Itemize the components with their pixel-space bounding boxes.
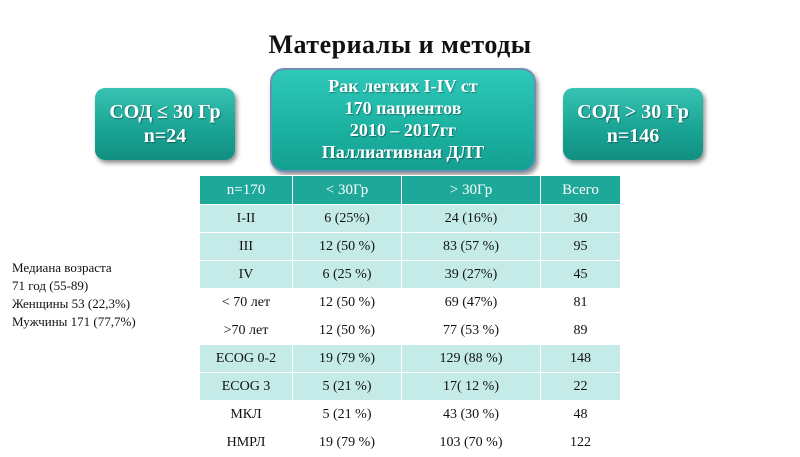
col-header-group: n=170 — [200, 176, 293, 205]
table-cell: 95 — [541, 233, 621, 261]
patients-table — [199, 175, 621, 457]
table-cell: ECOG 0-2 — [200, 345, 293, 373]
period-line: 2010 – 2017гг — [349, 120, 457, 140]
table-cell: 5 (21 %) — [293, 401, 402, 429]
table-cell: 12 (50 %) — [293, 289, 402, 317]
table-cell: 39 (27%) — [402, 261, 541, 289]
table-cell: IV — [200, 261, 293, 289]
table-header-row — [200, 176, 621, 205]
table-cell: 22 — [541, 373, 621, 401]
table-cell: 19 (79 %) — [293, 429, 402, 457]
slide-title: Материалы и методы — [268, 30, 532, 59]
table-cell: 5 (21 %) — [293, 373, 402, 401]
table-row — [200, 345, 621, 373]
table-cell: 6 (25%) — [293, 205, 402, 233]
table-cell: I-II — [200, 205, 293, 233]
table-cell: 81 — [541, 289, 621, 317]
table-cell: 6 (25 %) — [293, 261, 402, 289]
diagnosis-line: Рак легких I-IV ст — [328, 76, 478, 97]
study-summary-box — [270, 68, 536, 172]
table-cell: 45 — [541, 261, 621, 289]
table-cell: 69 (47%) — [402, 289, 541, 317]
table-row — [200, 289, 621, 317]
table-cell: НМРЛ — [200, 429, 293, 457]
table-cell: 48 — [541, 401, 621, 429]
table-row — [200, 429, 621, 457]
col-header-total: Всего — [541, 176, 621, 205]
table-cell: 12 (50 %) — [293, 317, 402, 345]
demographics-summary — [12, 259, 136, 331]
table-cell: 83 (57 %) — [402, 233, 541, 261]
table-cell: 148 — [541, 345, 621, 373]
dose-low-label: СОД ≤ 30 Гр — [109, 100, 221, 123]
median-age-value: 71 год (55-89) — [12, 278, 89, 293]
table-cell: < 70 лет — [200, 289, 293, 317]
table-cell: 43 (30 %) — [402, 401, 541, 429]
dose-low-count: n=24 — [143, 125, 187, 147]
table-cell: 77 (53 %) — [402, 317, 541, 345]
dose-low-box — [95, 88, 235, 160]
table-cell: 24 (16%) — [402, 205, 541, 233]
table-row — [200, 261, 621, 289]
table-cell: 89 — [541, 317, 621, 345]
table-row — [200, 373, 621, 401]
dose-high-label: СОД > 30 Гр — [577, 100, 689, 123]
col-header-high-dose: > 30Гр — [402, 176, 541, 205]
table-row — [200, 233, 621, 261]
table-cell: III — [200, 233, 293, 261]
women-count: Женщины 53 (22,3%) — [12, 296, 131, 311]
patients-line: 170 пациентов — [344, 98, 462, 119]
dose-high-box — [563, 88, 703, 160]
men-count: Мужчины 171 (77,7%) — [12, 314, 136, 329]
table-cell: >70 лет — [200, 317, 293, 345]
dose-high-count: n=146 — [606, 125, 660, 147]
table-row — [200, 401, 621, 429]
table-cell: 129 (88 %) — [402, 345, 541, 373]
table-row — [200, 317, 621, 345]
treatment-line: Паллиативная ДЛТ — [321, 141, 485, 162]
median-age-label: Медиана возраста — [12, 260, 112, 275]
table-cell: 122 — [541, 429, 621, 457]
table-cell: 103 (70 %) — [402, 429, 541, 457]
table-cell: 19 (79 %) — [293, 345, 402, 373]
table-cell: ECOG 3 — [200, 373, 293, 401]
table-cell: 17( 12 %) — [402, 373, 541, 401]
table-cell: МКЛ — [200, 401, 293, 429]
table-cell: 30 — [541, 205, 621, 233]
col-header-low-dose: < 30Гр — [293, 176, 402, 205]
table-cell: 12 (50 %) — [293, 233, 402, 261]
table-row — [200, 205, 621, 233]
